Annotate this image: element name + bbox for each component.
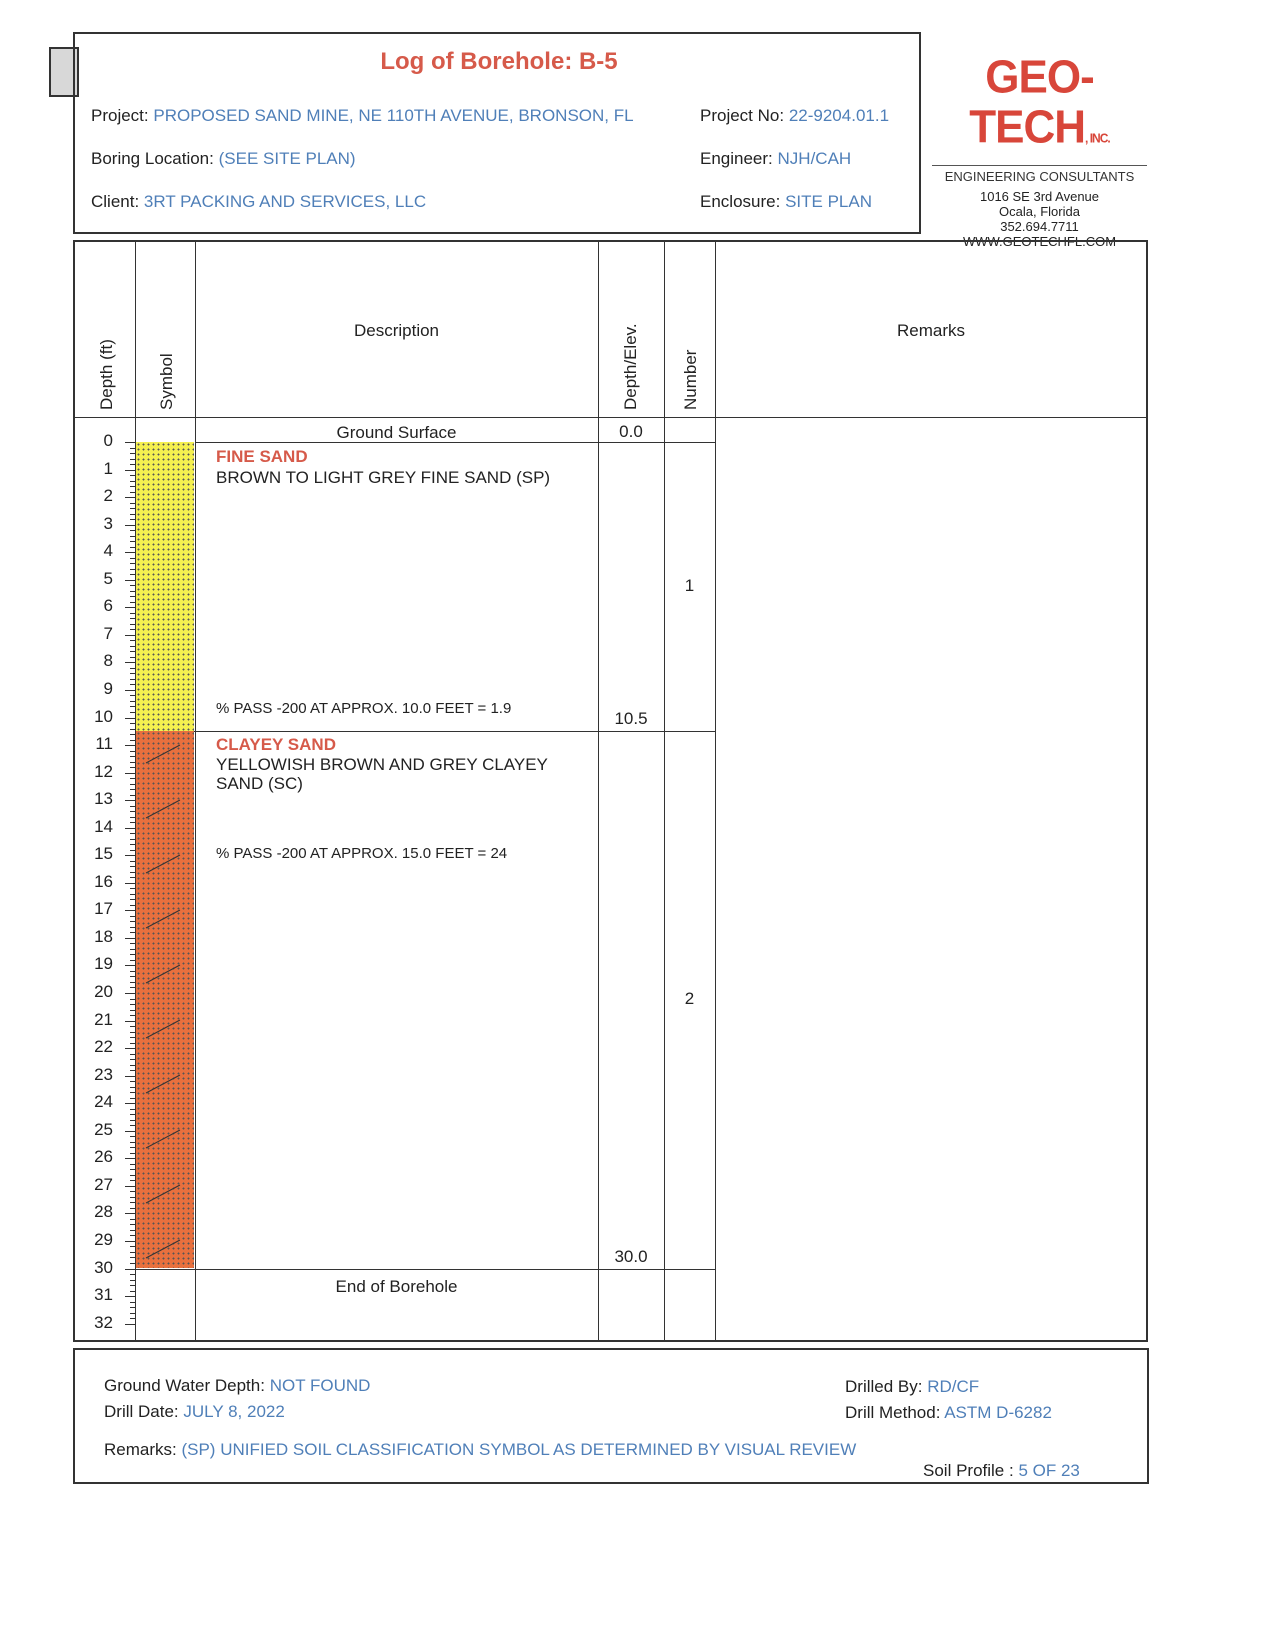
depth-tick-minor (130, 976, 135, 977)
depth-tick-minor (130, 563, 135, 564)
company-address2: Ocala, Florida (999, 204, 1080, 219)
depth-tick-minor (130, 756, 135, 757)
depth-tick-major (125, 1269, 135, 1270)
depth-tick-minor (130, 987, 135, 988)
depth-tick-minor (130, 596, 135, 597)
depth-tick-minor (130, 536, 135, 537)
depth-tick-label: 1 (103, 458, 113, 478)
depth-tick-label: 4 (103, 541, 113, 561)
depth-tick-major (125, 442, 135, 443)
depth-tick-minor (130, 1142, 135, 1143)
clay-hatch-stroke (146, 965, 180, 983)
company-tagline: ENGINEERING CONSULTANTS (932, 165, 1147, 184)
depth-tick-label: 9 (103, 678, 113, 698)
depth-tick-minor (130, 762, 135, 763)
depth-tick-minor (130, 850, 135, 851)
depth-tick-minor (130, 1285, 135, 1286)
depth-tick-major (125, 1241, 135, 1242)
depth-tick-minor (130, 1081, 135, 1082)
footer-box (73, 1348, 1149, 1484)
depth-tick-minor (130, 618, 135, 619)
depth-tick-minor (130, 1054, 135, 1055)
depth-tick-minor (130, 514, 135, 515)
depth-tick-label: 3 (103, 513, 113, 533)
depth-tick-minor (130, 481, 135, 482)
depth-tick-minor (130, 1120, 135, 1121)
depth-tick-label: 23 (94, 1064, 113, 1084)
depth-tick-minor (130, 1291, 135, 1292)
depth-tick-minor (130, 1197, 135, 1198)
col-header-symbol: Symbol (157, 353, 176, 410)
depth-tick-label: 30 (94, 1257, 113, 1277)
depth-tick-minor (130, 1274, 135, 1275)
col-header-depth-elev: Depth/Elev. (621, 323, 640, 410)
company-address1: 1016 SE 3rd Avenue (979, 189, 1100, 204)
depth-tick-minor (130, 629, 135, 630)
depth-tick-minor (130, 1059, 135, 1060)
layer-boundary-2 (136, 1269, 715, 1270)
company-website: WWW.GEOTECHFL.COM (962, 234, 1117, 249)
depth-tick-major (125, 1213, 135, 1214)
clay-hatch (136, 731, 194, 1268)
depth-tick-minor (130, 954, 135, 955)
clay-hatch-stroke (146, 800, 180, 818)
depth-tick-minor (130, 1257, 135, 1258)
depth-tick-major (125, 690, 135, 691)
depth-tick-minor (130, 1065, 135, 1066)
depth-tick-minor (130, 701, 135, 702)
depth-tick-minor (130, 453, 135, 454)
depth-tick-minor (130, 1219, 135, 1220)
depth-tick-minor (130, 1026, 135, 1027)
depth-tick-major (125, 855, 135, 856)
depth-tick-minor (130, 839, 135, 840)
depth-tick-minor (130, 932, 135, 933)
depth-tick-minor (130, 679, 135, 680)
depth-tick-minor (130, 767, 135, 768)
company-logo: GEO-TECH, INC. (969, 51, 1110, 154)
layer-1-note: % PASS -200 AT APPROX. 10.0 FEET = 1.9 (216, 699, 512, 717)
layer-2-note: % PASS -200 AT APPROX. 15.0 FEET = 24 (216, 845, 508, 863)
depth-tick-label: 16 (94, 871, 113, 891)
depth-tick-minor (130, 475, 135, 476)
depth-tick-minor (130, 1280, 135, 1281)
depth-tick-major (125, 607, 135, 608)
depth-tick-minor (130, 574, 135, 575)
depth-tick-minor (130, 1169, 135, 1170)
ground-surface-depth: 0.0 (619, 422, 643, 441)
drill-date-field: Drill Date: JULY 8, 2022 (104, 1402, 285, 1421)
depth-tick-label: 12 (94, 761, 113, 781)
depth-tick-minor (130, 585, 135, 586)
depth-tick-minor (130, 740, 135, 741)
depth-tick-minor (130, 833, 135, 834)
depth-tick-minor (130, 1307, 135, 1308)
depth-tick-label: 11 (95, 734, 113, 754)
depth-tick-minor (130, 960, 135, 961)
depth-tick-major (125, 580, 135, 581)
depth-tick-minor (130, 569, 135, 570)
depth-tick-minor (130, 706, 135, 707)
depth-tick-minor (130, 927, 135, 928)
col-header-depth: Depth (ft) (97, 339, 116, 410)
depth-tick-minor (130, 1246, 135, 1247)
depth-tick-minor (130, 1202, 135, 1203)
engineer-field: Engineer: NJH/CAH (700, 149, 852, 168)
clay-hatch-stroke (146, 1240, 180, 1258)
depth-tick-major (125, 1021, 135, 1022)
depth-tick-minor (130, 982, 135, 983)
layer-1-bottom-depth: 10.5 (614, 709, 648, 729)
depth-tick-minor (130, 1175, 135, 1176)
depth-tick-minor (130, 1263, 135, 1264)
depth-tick-minor (130, 530, 135, 531)
depth-tick-minor (130, 1004, 135, 1005)
depth-tick-label: 5 (103, 568, 113, 588)
depth-tick-minor (130, 673, 135, 674)
depth-tick-minor (130, 503, 135, 504)
depth-tick-minor (130, 558, 135, 559)
depth-tick-major (125, 662, 135, 663)
depth-tick-major (125, 993, 135, 994)
depth-tick-label: 28 (94, 1202, 113, 1222)
depth-tick-label: 6 (103, 596, 113, 616)
soil-profile-field: Soil Profile : 5 OF 23 (923, 1461, 1080, 1480)
layer-2-bottom-depth: 30.0 (614, 1246, 648, 1266)
depth-tick-minor (130, 789, 135, 790)
depth-tick-minor (130, 778, 135, 779)
depth-tick-minor (130, 866, 135, 867)
depth-tick-major (125, 1103, 135, 1104)
depth-tick-minor (130, 459, 135, 460)
depth-tick-major (125, 883, 135, 884)
depth-tick-minor (130, 888, 135, 889)
layer-boundary-1 (136, 731, 715, 732)
depth-tick-minor (130, 784, 135, 785)
depth-tick-label: 26 (94, 1147, 113, 1167)
depth-tick-minor (130, 712, 135, 713)
depth-tick-major (125, 1324, 135, 1325)
depth-tick-label: 2 (103, 486, 113, 506)
depth-tick-minor (130, 1015, 135, 1016)
depth-tick-major (125, 965, 135, 966)
depth-tick-label: 25 (94, 1119, 113, 1139)
depth-tick-minor (130, 1153, 135, 1154)
depth-tick-minor (130, 624, 135, 625)
drilled-by-field: Drilled By: RD/CF (845, 1377, 980, 1396)
depth-tick-major (125, 1131, 135, 1132)
depth-tick-minor (130, 822, 135, 823)
depth-tick-minor (130, 999, 135, 1000)
depth-tick-minor (130, 1313, 135, 1314)
depth-tick-minor (130, 894, 135, 895)
depth-tick-minor (130, 916, 135, 917)
depth-tick-major (125, 800, 135, 801)
depth-tick-minor (130, 1087, 135, 1088)
clay-hatch-stroke (146, 1020, 180, 1038)
depth-tick-label: 0 (103, 431, 113, 450)
depth-tick-minor (130, 602, 135, 603)
company-block (932, 51, 1147, 249)
depth-tick-minor (130, 657, 135, 658)
depth-tick-minor (130, 729, 135, 730)
log-table (73, 240, 1148, 1342)
col-header-remarks: Remarks (896, 321, 965, 340)
soil-symbol-2 (136, 731, 194, 1268)
depth-tick-minor (130, 844, 135, 845)
depth-tick-minor (130, 541, 135, 542)
depth-tick-minor (130, 646, 135, 647)
depth-tick-minor (130, 1037, 135, 1038)
depth-tick-major (125, 828, 135, 829)
depth-tick-minor (130, 591, 135, 592)
client-field: Client: 3RT PACKING AND SERVICES, LLC (91, 192, 427, 211)
depth-tick-minor (130, 1109, 135, 1110)
depth-tick-minor (130, 547, 135, 548)
depth-tick-minor (130, 817, 135, 818)
project-field: Project: PROPOSED SAND MINE, NE 110TH AVENUE, BRONSON, FL (91, 106, 634, 125)
depth-tick-minor (130, 949, 135, 950)
depth-tick-minor (130, 1318, 135, 1319)
depth-tick-minor (130, 1164, 135, 1165)
clay-hatch-stroke (146, 1130, 180, 1148)
depth-tick-major (125, 745, 135, 746)
depth-tick-minor (130, 905, 135, 906)
depth-tick-label: 15 (94, 844, 113, 864)
depth-tick-minor (130, 1010, 135, 1011)
depth-tick-minor (130, 492, 135, 493)
soil-symbol-1 (136, 442, 194, 731)
depth-tick-minor (130, 877, 135, 878)
depth-tick-minor (130, 1180, 135, 1181)
layer-2-sample-number: 2 (684, 988, 695, 1008)
depth-tick-major (125, 525, 135, 526)
depth-tick-minor (130, 668, 135, 669)
depth-tick-minor (130, 448, 135, 449)
ground-surface-label: Ground Surface (336, 423, 457, 442)
depth-tick-minor (130, 1114, 135, 1115)
page-title: Log of Borehole: B-5 (380, 48, 618, 75)
depth-tick-minor (130, 734, 135, 735)
depth-tick-minor (130, 723, 135, 724)
depth-tick-minor (130, 519, 135, 520)
depth-tick-major (125, 938, 135, 939)
depth-tick-minor (130, 695, 135, 696)
depth-tick-minor (130, 1191, 135, 1192)
depth-tick-label: 17 (94, 899, 113, 919)
layer-2-description: YELLOWISH BROWN AND GREY CLAYEY SAND (SC) (216, 755, 548, 794)
depth-tick-label: 31 (94, 1285, 113, 1305)
header-box (73, 32, 921, 234)
depth-tick-label: 14 (94, 816, 113, 836)
depth-tick-minor (130, 613, 135, 614)
depth-tick-label: 24 (94, 1092, 113, 1112)
depth-tick-minor (130, 1235, 135, 1236)
project-no-field: Project No: 22-9204.01.1 (700, 106, 890, 125)
depth-tick-minor (130, 1224, 135, 1225)
clay-hatch-stroke (146, 1185, 180, 1203)
depth-tick-minor (130, 486, 135, 487)
depth-tick-label: 32 (94, 1312, 113, 1332)
layer-1-description: BROWN TO LIGHT GREY FINE SAND (SP) (216, 468, 551, 487)
depth-tick-label: 20 (94, 982, 113, 1001)
depth-tick-minor (130, 1070, 135, 1071)
layer-1-sample-number: 1 (684, 575, 695, 595)
depth-tick-label: 7 (103, 623, 113, 643)
depth-tick-major (125, 552, 135, 553)
depth-tick-minor (130, 651, 135, 652)
depth-tick-label: 10 (94, 706, 113, 726)
depth-tick-label: 18 (94, 926, 113, 946)
depth-tick-minor (130, 1302, 135, 1303)
depth-tick-label: 29 (94, 1229, 113, 1249)
depth-tick-minor (130, 811, 135, 812)
depth-tick-minor (130, 1032, 135, 1033)
col-header-number: Number (681, 349, 700, 410)
clay-hatch-stroke (146, 1075, 180, 1093)
depth-tick-major (125, 497, 135, 498)
depth-tick-major (125, 1048, 135, 1049)
depth-tick-major (125, 1296, 135, 1297)
depth-tick-minor (130, 640, 135, 641)
depth-tick-major (125, 1186, 135, 1187)
clay-hatch-stroke (146, 855, 180, 873)
depth-tick-major (125, 718, 135, 719)
depth-tick-minor (130, 1252, 135, 1253)
depth-tick-minor (130, 1125, 135, 1126)
depth-tick-minor (130, 795, 135, 796)
depth-tick-major (125, 1076, 135, 1077)
depth-tick-minor (130, 872, 135, 873)
depth-tick-minor (130, 1098, 135, 1099)
depth-tick-minor (130, 751, 135, 752)
depth-tick-minor (130, 1147, 135, 1148)
depth-tick-label: 8 (103, 651, 113, 671)
depth-tick-minor (130, 1230, 135, 1231)
depth-tick-major (125, 1158, 135, 1159)
depth-tick-label: 13 (94, 789, 113, 809)
depth-tick-minor (130, 464, 135, 465)
drill-method-field: Drill Method: ASTM D-6282 (845, 1403, 1052, 1422)
clay-hatch-stroke (146, 910, 180, 928)
depth-tick-minor (130, 861, 135, 862)
depth-tick-major (125, 773, 135, 774)
depth-tick-minor (130, 508, 135, 509)
company-phone: 352.694.7711 (1000, 219, 1079, 234)
depth-tick-label: 27 (94, 1174, 113, 1194)
ground-water-field: Ground Water Depth: NOT FOUND (104, 1376, 371, 1395)
end-of-borehole-label: End of Borehole (335, 1276, 458, 1296)
col-header-description: Description (353, 321, 440, 340)
remarks-field: Remarks: (SP) UNIFIED SOIL CLASSIFICATION SYMBOL AS DETERMINED BY VISUAL REVIEW (104, 1440, 857, 1459)
depth-tick-minor (130, 971, 135, 972)
depth-tick-label: 21 (94, 1009, 113, 1029)
layer-1-name: FINE SAND (216, 447, 308, 466)
depth-tick-minor (130, 1092, 135, 1093)
depth-tick-major (125, 635, 135, 636)
layer-2-name: CLAYEY SAND (216, 735, 336, 755)
depth-tick-minor (130, 684, 135, 685)
depth-tick-major (125, 910, 135, 911)
depth-tick-label: 22 (94, 1037, 113, 1057)
depth-tick-minor (130, 943, 135, 944)
depth-tick-minor (130, 1043, 135, 1044)
boring-location-field: Boring Location: (SEE SITE PLAN) (91, 149, 356, 168)
depth-tick-minor (130, 806, 135, 807)
enclosure-field: Enclosure: SITE PLAN (700, 192, 872, 211)
depth-tick-minor (130, 921, 135, 922)
depth-tick-major (125, 470, 135, 471)
depth-tick-label: 19 (94, 954, 113, 974)
depth-tick-minor (130, 1208, 135, 1209)
depth-tick-minor (130, 899, 135, 900)
clay-hatch-stroke (146, 745, 180, 763)
depth-tick-minor (130, 1136, 135, 1137)
